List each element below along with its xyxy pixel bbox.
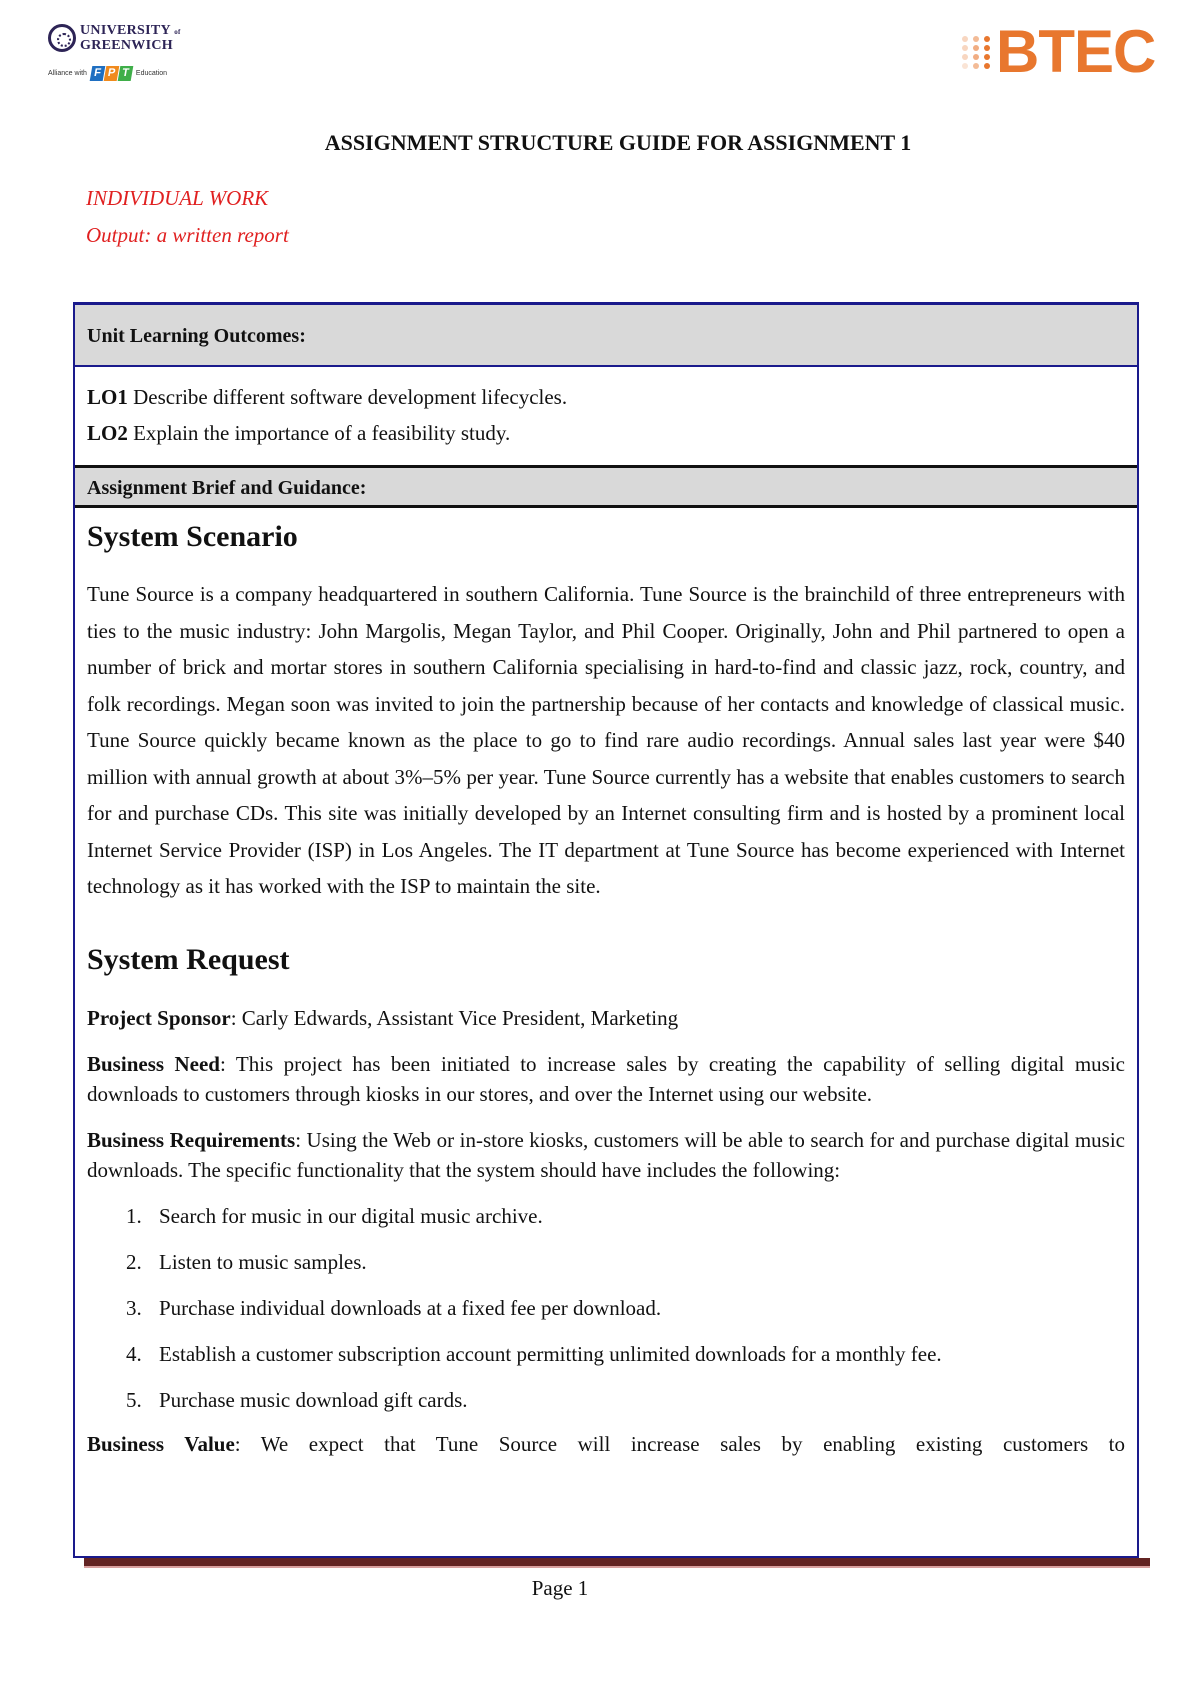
fpt-letter: T (118, 66, 134, 81)
learning-outcome (87, 421, 510, 446)
need-text: : This project has been initiated to increase sales by creating the capability of selling digital music downloads to customers through kiosks in our stores, and over the Internet using our website. (87, 1051, 1126, 1106)
fpt-letter: P (104, 66, 120, 81)
logo-text: UNIVERSITY (80, 23, 171, 38)
logo-text: Education (135, 70, 168, 77)
brief-content (87, 508, 1125, 1459)
page-number: Page 1 (531, 1576, 589, 1600)
list-item: 5. Purchase music download gift cards. (147, 1377, 1125, 1423)
need-label: Business Need (87, 1051, 220, 1076)
assignment-table (73, 302, 1139, 1558)
brief-header: Assignment Brief and Guidance: (75, 465, 1137, 508)
list-item: 3. Purchase individual downloads at a fixed fee per download. (147, 1285, 1125, 1331)
lo-code: LO1 (87, 385, 128, 409)
logo-text: GREENWICH (80, 38, 173, 53)
document-title: ASSIGNMENT STRUCTURE GUIDE FOR ASSIGNMENT 1 (324, 130, 912, 155)
university-of-greenwich-logo (48, 24, 198, 81)
sponsor-paragraph (87, 1003, 1125, 1033)
list-item: 4. Establish a customer subscription account permitting unlimited downloads for a monthly fee. (147, 1331, 1125, 1377)
greenwich-seal-icon (48, 24, 76, 52)
value-text: : We expect that Tune Source will increase sales by enabling existing customers to (234, 1431, 1125, 1456)
list-item: 2. Listen to music samples. (147, 1239, 1125, 1285)
logo-text: of (174, 28, 181, 36)
logo-text: Alliance with (48, 70, 87, 77)
sponsor-text: : Carly Edwards, Assistant Vice President, Marketing (230, 1005, 679, 1030)
list-item: 1. Search for music in our digital music archive. (147, 1193, 1125, 1239)
requirements-list (87, 1193, 1125, 1423)
lo-text: Describe different software development lifecycles. (127, 385, 568, 409)
value-label: Business Value (87, 1431, 235, 1456)
footer-rule (84, 1558, 1150, 1568)
learning-outcome (87, 385, 567, 410)
scenario-heading: System Scenario (87, 520, 298, 553)
outcomes-header: Unit Learning Outcomes: (75, 305, 1137, 367)
btec-logo (962, 18, 1156, 85)
output-label: Output: a written report (86, 223, 289, 247)
scenario-paragraph: Tune Source is a company headquartered in southern California. Tune Source is the brainchild of three entrepreneurs with ties to the music industry: John Margolis, Megan Taylor, and Phil Cooper. Originally, John and Phil partnered to open a number of brick and mortar stores in southern California specialising in hard-to-find and classic jazz, rock, country, and folk recordings. Megan soon was invited to join the partnership because of her contacts and knowledge of classical music. Tune Source quickly became known as the place to go to find rare audio recordings. Annual sales last year were $40 million with annual growth at about 3%–5% per year. Tune Source currently has a website that enables customers to search for and purchase CDs. This site was initially developed by an Internet consulting firm and is hosted by a prominent local Internet Service Provider (ISP) in Los Angeles. The IT department at Tune Source has become experienced with Internet technology as it has worked with the ISP to maintain the site. (87, 582, 1125, 898)
btec-dots-icon (962, 36, 992, 69)
btec-wordmark: BTEC (996, 18, 1156, 85)
value-paragraph (87, 1429, 1125, 1459)
lo-text: Explain the importance of a feasibility study. (127, 421, 511, 445)
request-heading: System Request (87, 942, 290, 976)
fpt-letter: F (90, 66, 106, 81)
requirements-text: : Using the Web or in-store kiosks, customers will be able to search for and purchase digital music downloads. The specific functionality that the system should have includes the following: (87, 1127, 1125, 1182)
sponsor-label: Project Sponsor (87, 1005, 231, 1030)
fpt-alliance-logo (48, 66, 198, 81)
individual-work-label: INDIVIDUAL WORK (86, 186, 269, 210)
lo-code: LO2 (87, 421, 128, 445)
requirements-label: Business Requirements (87, 1127, 296, 1152)
requirements-paragraph (87, 1125, 1125, 1185)
need-paragraph (87, 1049, 1125, 1109)
